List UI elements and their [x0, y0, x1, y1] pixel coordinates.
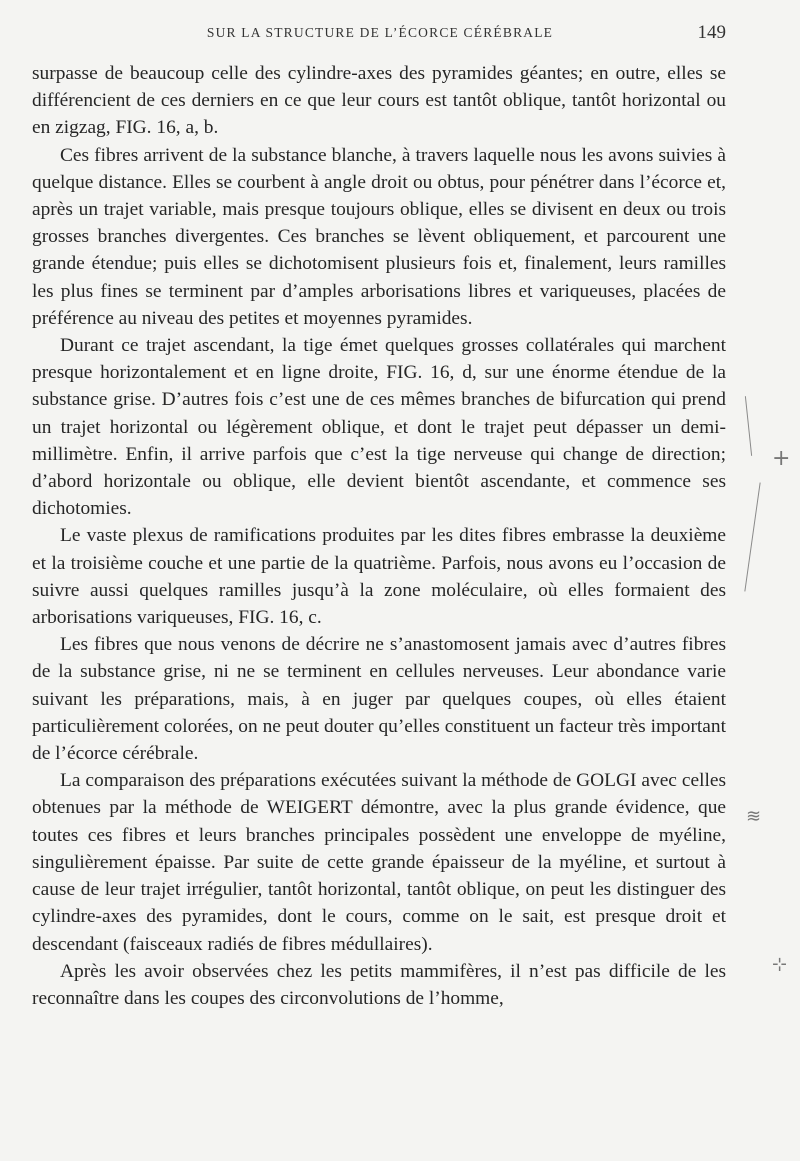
running-head: [0, 22, 800, 46]
paragraph-4: Le vaste plexus de ramifications produites par les dites fibres embrasse la deuxième et la troisième couche et une partie de la quatrième. Parfois, nous avons eu l’occasion de suivre aussi quelques ramilles jusqu’à la zone moléculaire, où elles formaient des arborisations variqueuses, FIG. 16, c.: [32, 525, 726, 629]
running-title: SUR LA STRUCTURE DE L’ÉCORCE CÉRÉBRALE: [206, 25, 554, 40]
margin-hatch-icon: ≋: [746, 806, 762, 827]
body-text: [32, 60, 726, 1012]
margin-tick-icon: ⊹: [772, 954, 788, 975]
margin-plus-icon: +: [772, 446, 791, 471]
margin-stroke-1: [745, 396, 752, 456]
paragraph-2: Ces fibres arrivent de la substance blanche, à travers laquelle nous les avons suivies à quelque distance. Elles se courbent à angle droit ou obtus, pour pénétrer dans l’écorce et, après un trajet variable, mais presque toujours oblique, elles se divisent en deux ou trois grosses branches divergentes. Ces branches se lèvent obliquement, et parcourent une grande étendue; puis elles se dichotomisent plusieurs fois et, finalement, leurs ramilles les plus fines se terminent par d’amples arborisations libres et variqueuses, placées de préférence au niveau des petites et moyennes pyramides.: [32, 144, 726, 329]
page-number: 149: [697, 22, 726, 43]
paragraph-5: Les fibres que nous venons de décrire ne s’anastomosent jamais avec d’autres fibres de la substance grise, ni ne se terminent en cellules nerveuses. Leur abondance varie suivant les préparations, mais, à en juger par quelques coupes, où elles étaient particulièrement colorées, on ne peut douter qu’elles constituent un facteur très important de l’écorce cérébrale.: [32, 634, 726, 765]
paragraph-3: Durant ce trajet ascendant, la tige émet quelques grosses collatérales qui marchent presque horizontalement et en ligne droite, FIG. 16, d, sur une énorme étendue de la substance grise. D’autres fois c’est une de ces mêmes branches de bifurcation qui prend un trajet horizontal ou légèrement oblique, et dont le trajet peut dépasser un demi-millimètre. Enfin, il arrive parfois que c’est la tige nerveuse qui change de direction; d’abord horizontale ou oblique, elle devient bientôt ascendante, et commence ses dichotomies.: [32, 335, 726, 520]
paragraph-1: surpasse de beaucoup celle des cylindre-axes des pyramides géantes; en outre, elles se différencient de ces derniers en ce que leur cours est tantôt oblique, tantôt horizontal ou en zigzag, FIG. 16, a, b.: [32, 63, 726, 139]
paragraph-7: Après les avoir observées chez les petits mammifères, il n’est pas difficile de les reconnaître dans les coupes des circonvolutions de l’homme,: [32, 960, 726, 1009]
margin-stroke-2: [744, 482, 760, 591]
paragraph-6: La comparaison des préparations exécutées suivant la méthode de GOLGI avec celles obtenues par la méthode de WEIGERT démontre, avec la plus grande évidence, que toutes ces fibres et leurs branches principales possèdent une enveloppe de myéline, singulièrement épaisse. Par suite de cette grande épaisseur de la myéline, et surtout à cause de leur trajet irrégulier, tantôt horizontal, tantôt oblique, on peut les distinguer des cylindre-axes des pyramides, dont le cours, comme on le sait, est presque droit et descendant (faisceaux radiés de fibres médullaires).: [32, 770, 726, 955]
